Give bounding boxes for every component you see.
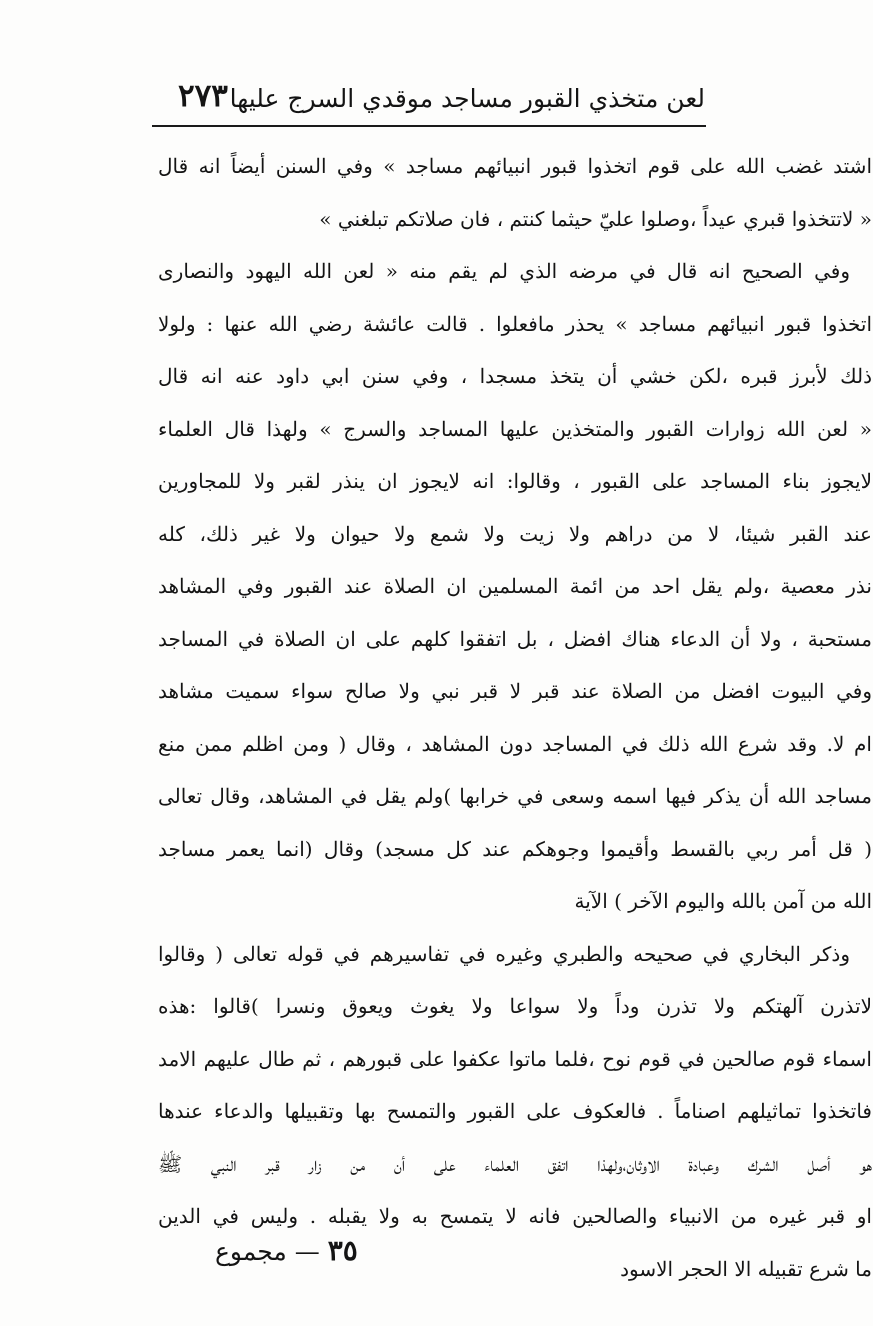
text-line: عند القبر شيئا، لا من دراهم ولا زيت ولا شمع ولا حيوان ولا غير ذلك، كله: [158, 521, 872, 546]
text-line: او قبر غيره من الانبياء والصالحين فانه لا يتمسح به ولا يقبله . وليس في الدين: [158, 1204, 872, 1228]
text-line: « لاتتخذوا قبري عيداً ،وصلوا عليّ حيثما كنتم ، فان صلاتكم تبلغني »: [319, 206, 872, 231]
text-line: وذكر البخاري في صحيحه والطبري وغيره في تفاسيرهم في قوله تعالى ( وقالوا: [158, 941, 850, 966]
text-line: وفي الصحيح انه قال في مرضه الذي لم يقم منه « لعن الله اليهود والنصارى: [158, 259, 850, 283]
signature-separator: —: [294, 1237, 320, 1266]
body-text: [158, 140, 872, 1295]
header-rule: [152, 125, 706, 127]
text-line: الله من آمن بالله واليوم الآخر ) الآية: [574, 889, 872, 913]
text-line: ما شرع تقبيله الا الحجر الاسود: [620, 1256, 872, 1281]
text-line: وفي البيوت افضل من الصلاة عند قبر لا قبر نبي ولا صالح سواء سميت مشاهد: [158, 679, 872, 703]
text-line: اتخذوا قبور انبيائهم مساجد » يحذر مافعلوا . قالت عائشة رضي الله عنها : ولولا: [158, 311, 872, 336]
text-line: هو أصل الشرك وعبادة الاوثان،ولهذا اتفق العلماء على أن من زار قبر النبي ﷺ: [158, 1151, 872, 1176]
page-number: ٢٧٣: [178, 78, 228, 114]
running-title: لعن متخذي القبور مساجد موقدي السرج عليها: [229, 84, 705, 113]
signature-mark: [215, 1234, 358, 1267]
text-line: لاتذرن آلهتكم ولا تذرن وداً ولا سواعا ولا يغوث ويعوق ونسرا )قالوا :هذه: [158, 994, 872, 1018]
text-line: « لعن الله زوارات القبور والمتخذين عليها المساجد والسرج » ولهذا قال العلماء: [158, 416, 872, 441]
signature-label: مجموع: [215, 1237, 287, 1266]
text-line: ذلك لأبرز قبره ،لكن خشي أن يتخذ مسجدا ، وفي سنن ابي داود عنه انه قال: [158, 364, 872, 388]
text-line: اشتد غضب الله على قوم اتخذوا قبور انبيائهم مساجد » وفي السنن أيضاً انه قال: [158, 154, 872, 178]
text-line: ( قل أمر ربي بالقسط وأقيموا وجوهكم عند كل مسجد) وقال (انما يعمر مساجد: [158, 836, 872, 861]
signature-number: ٣٥: [327, 1234, 358, 1267]
page-header: [150, 78, 705, 122]
text-line: مساجد الله أن يذكر فيها اسمه وسعى في خرابها )ولم يقل في المشاهد، وقال تعالى: [158, 784, 872, 808]
text-line: لايجوز بناء المساجد على القبور ، وقالوا: انه لايجوز ان ينذر لقبر ولا للمجاورين: [158, 469, 872, 493]
text-line: نذر معصية ،ولم يقل احد من ائمة المسلمين ان الصلاة عند القبور وفي المشاهد: [158, 574, 872, 598]
text-line: ام لا. وقد شرع الله ذلك في المساجد دون المشاهد ، وقال ( ومن اظلم ممن منع: [158, 731, 872, 756]
text-line: فاتخذوا تماثيلهم اصناماً . فالعكوف على القبور والتمسح بها وتقبيلها والدعاء عندها: [158, 1099, 872, 1123]
text-line: اسماء قوم صالحين في قوم نوح ،فلما ماتوا عكفوا على قبورهم ، ثم طال عليهم الامد: [158, 1046, 872, 1071]
text-line: مستحبة ، ولا أن الدعاء هناك افضل ، بل اتفقوا كلهم على ان الصلاة في المساجد: [158, 626, 872, 651]
